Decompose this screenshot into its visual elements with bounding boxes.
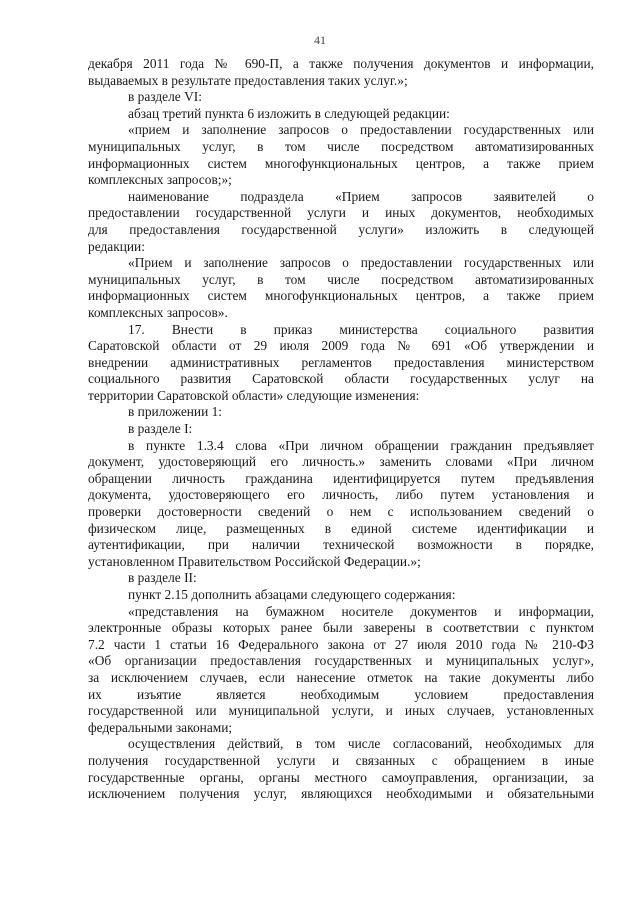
- text-line: внедрении административных регламентов предоставления министерством: [88, 354, 594, 370]
- text-line: федеральными законами;: [88, 719, 233, 735]
- text-line: декабря 2011 года № 690-П, а также получения документов и информации,: [88, 56, 594, 71]
- text-line: муниципальных услуг, в том числе посредством автоматизированных: [88, 138, 594, 154]
- page-number: 41: [314, 33, 326, 47]
- text-line: информационных систем многофункциональных центров, а также прием: [88, 288, 594, 304]
- text-line: 17. Внести в приказ министерства социального развития: [128, 321, 594, 337]
- text-line: за исключением случаев, если нанесение отметок на такие документы либо: [88, 669, 594, 685]
- text-line: территории Саратовской области» следующие изменения:: [88, 387, 420, 403]
- text-line: «прием и заполнение запросов о предоставлении государственных или: [128, 122, 594, 138]
- document-body: [88, 56, 594, 803]
- text-line: информационных систем многофункциональных центров, а также прием: [88, 155, 594, 171]
- text-line: комплексных запросов;»;: [88, 172, 232, 188]
- text-line: аутентификации, при наличии технической возможности в порядке,: [88, 537, 594, 553]
- text-line: исключением получения услуг, являющихся необходимыми и обязательными: [88, 786, 594, 802]
- text-line: документа, удостоверяющего его личность, либо путем установления и: [88, 487, 594, 503]
- text-line: для предоставления государственной услуги» изложить в следующей: [88, 221, 594, 237]
- text-line: в пункте 1.3.4 слова «При личном обращении гражданин предъявляет: [128, 437, 594, 453]
- text-line: комплексных запросов».: [88, 304, 228, 320]
- text-line: электронные образы которых ранее были заверены в соответствии с пунктом: [88, 620, 594, 636]
- text-line: предоставлении государственной услуги и иных документов, необходимых: [88, 205, 594, 221]
- text-line: выдаваемых в результате предоставления таких услуг.»;: [88, 72, 408, 88]
- text-line: наименование подраздела «Прием запросов заявителей о: [128, 188, 594, 204]
- text-line: обращении личность гражданина идентифицируется путем предъявления: [88, 470, 594, 486]
- text-line: их изъятие является необходимым условием предоставления: [88, 686, 594, 702]
- text-line: государственные органы, органы местного самоуправления, организации, за: [88, 769, 594, 785]
- text-line: «представления на бумажном носителе документов и информации,: [128, 603, 594, 619]
- text-line: в разделе VI:: [128, 89, 202, 105]
- text-line: получения государственной услуги и связанных с обращением в иные: [88, 752, 594, 768]
- text-line: абзац третий пункта 6 изложить в следующей редакции:: [128, 105, 450, 121]
- text-line: муниципальных услуг, в том числе посредством автоматизированных: [88, 271, 594, 287]
- text-line: государственной или муниципальной услуги, и иных случаев, установленных: [88, 703, 594, 719]
- text-line: «Об организации предоставления государственных и муниципальных услуг»,: [88, 653, 594, 669]
- text-line: редакции:: [88, 238, 145, 254]
- text-line: в разделе II:: [128, 570, 197, 586]
- text-line: в приложении 1:: [128, 404, 223, 420]
- text-line: в разделе I:: [128, 421, 193, 437]
- text-line: «Прием и заполнение запросов о предоставлении государственных или: [128, 255, 594, 271]
- text-line: Саратовской области от 29 июля 2009 года № 691 «Об утверждении и: [88, 338, 594, 354]
- text-line: физическом лице, размещенных в единой системе идентификации и: [88, 520, 594, 536]
- text-line: социального развития Саратовской области государственных услуг на: [88, 371, 594, 387]
- text-line: осуществления действий, в том числе согласований, необходимых для: [128, 736, 594, 752]
- text-line: документ, удостоверяющий его личность.» заменить словами «При личном: [88, 454, 594, 470]
- text-line: пункт 2.15 дополнить абзацами следующего содержания:: [128, 587, 456, 602]
- text-line: 7.2 части 1 статьи 16 Федерального закона от 27 июля 2010 года № 210-ФЗ: [88, 636, 594, 652]
- text-line: проверки достоверности сведений о нем с использованием сведений о: [88, 504, 594, 520]
- text-line: установленном Правительством Российской Федерации.»;: [88, 553, 421, 569]
